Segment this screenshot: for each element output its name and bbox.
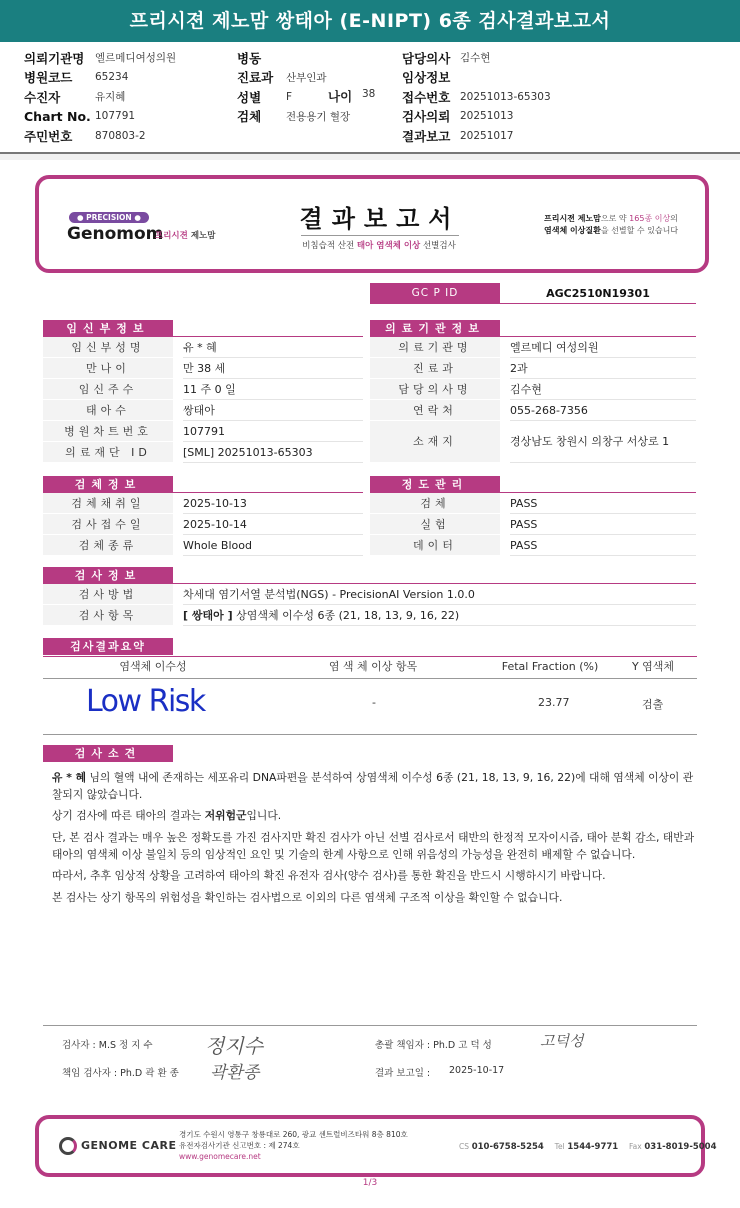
qc-label: 검체 bbox=[370, 493, 500, 514]
header-field-value: 전용용기 혈장 bbox=[286, 110, 351, 123]
qc-label: 데이터 bbox=[370, 535, 500, 556]
institution-value: 경상남도 창원시 의창구 서상로 1 bbox=[510, 421, 696, 463]
qc-value: PASS bbox=[510, 493, 696, 514]
header-field bbox=[237, 48, 350, 68]
responsible-label: 책임 검사자 : Ph.D 곽 환 종 bbox=[62, 1068, 179, 1079]
header-field bbox=[24, 107, 176, 127]
section-qc: 정도관리 bbox=[370, 476, 500, 493]
opinion-p2: 상기 검사에 따른 태아의 결과는 저위험군입니다. bbox=[52, 809, 282, 822]
header-field-label: Chart No. bbox=[24, 108, 91, 124]
header-field bbox=[402, 107, 551, 127]
banner-subtitle: 비침습적 산전 태아 염색체 이상 선별검사 bbox=[302, 241, 456, 251]
pregnant-label: 의료재단 ID bbox=[43, 442, 173, 463]
header-field-label: 성별 bbox=[237, 89, 262, 105]
header-field-label: 담당의사 bbox=[402, 50, 451, 66]
header-field-label: 접수번호 bbox=[402, 89, 451, 105]
header-field-label: 주민번호 bbox=[24, 128, 73, 144]
section-test-info: 검사정보 bbox=[43, 567, 173, 584]
summary-header-abnormal: 염 색 체 이상 항목 bbox=[328, 660, 418, 673]
report-date-label: 결과 보고일 : bbox=[375, 1068, 431, 1079]
header-field bbox=[402, 126, 551, 146]
specimen-label: 검체채취일 bbox=[43, 493, 173, 514]
header-field-label: 임상정보 bbox=[402, 70, 451, 86]
header-field bbox=[24, 48, 176, 68]
specimen-label: 검사접수일 bbox=[43, 514, 173, 535]
header-field bbox=[402, 68, 551, 88]
pregnant-value: 107791 bbox=[183, 421, 363, 442]
header-field-value: 엘르메디여성의원 bbox=[95, 52, 177, 65]
header-field-label: 진료과 bbox=[237, 70, 274, 86]
footer-banner bbox=[35, 1115, 717, 1177]
pregnant-label: 병원차트번호 bbox=[43, 421, 173, 442]
risk-result: Low Risk bbox=[86, 684, 205, 719]
opinion-p1: 유 * 혜 님의 혈액 내에 존재하는 세포유리 DNA파편을 분석하여 상염색체 이수성 6종 (21, 18, 13, 9, 16, 22)에 대해 염색체 이상이 관찰되지 않았습니다. bbox=[52, 771, 694, 801]
specimen-value: Whole Blood bbox=[183, 535, 363, 556]
pregnant-label: 임신주수 bbox=[43, 379, 173, 400]
section-specimen: 검체정보 bbox=[43, 476, 173, 493]
specimen-value: 2025-10-14 bbox=[183, 514, 363, 535]
institution-label: 소재지 bbox=[370, 421, 500, 463]
banner-rule bbox=[301, 235, 459, 236]
specimen-value: 2025-10-13 bbox=[183, 493, 363, 514]
header-field-value: 20251013 bbox=[460, 110, 514, 123]
institution-label: 연락처 bbox=[370, 400, 500, 421]
pregnant-value: 쌍태아 bbox=[183, 400, 363, 421]
institution-label: 진료과 bbox=[370, 358, 500, 379]
header-field-value: 20251017 bbox=[460, 129, 514, 142]
responsible-signature: 곽환종 bbox=[210, 1063, 260, 1083]
report-title: 프리시젼 제노맘 쌍태아 (E-NIPT) 6종 검사결과보고서 bbox=[0, 0, 740, 42]
gc-pid-row bbox=[370, 283, 696, 304]
abnormal-items: - bbox=[372, 696, 376, 709]
header-field-label: 병동 bbox=[237, 50, 262, 66]
tester-signature: 정지수 bbox=[205, 1034, 263, 1058]
pregnant-value: 만 38 세 bbox=[183, 358, 363, 379]
institution-value: 김수현 bbox=[510, 379, 696, 400]
header-field-value: 870803-2 bbox=[95, 129, 146, 142]
section-pregnant: 임신부정보 bbox=[43, 320, 173, 337]
chief-label: 총괄 책임자 : Ph.D 고 덕 성 bbox=[375, 1040, 492, 1051]
summary-rule-mid bbox=[43, 678, 697, 679]
age-label: 나이 bbox=[328, 89, 353, 104]
institution-value: 2과 bbox=[510, 358, 696, 379]
specimen-label: 검체종류 bbox=[43, 535, 173, 556]
footer-address: 경기도 수원시 영통구 창룡대로 260, 광교 센트럴비즈타워 8층 810호 유전자검사기관 신고번호 : 제 274호 www.genomecare.net bbox=[179, 1130, 408, 1161]
qc-value: PASS bbox=[510, 535, 696, 556]
genome-care-icon bbox=[59, 1137, 77, 1155]
pregnant-value: 유 * 혜 bbox=[183, 337, 363, 358]
header-field bbox=[402, 48, 551, 68]
gc-pid-label: GC P ID bbox=[370, 283, 500, 303]
header-field bbox=[24, 68, 176, 88]
fetal-fraction: 23.77 bbox=[538, 696, 570, 709]
header-col-3 bbox=[402, 48, 551, 146]
divider bbox=[0, 154, 740, 160]
summary-header-y: Y 염색체 bbox=[631, 660, 675, 673]
header-field bbox=[237, 107, 350, 127]
header-field-label: 검체 bbox=[237, 109, 262, 125]
age-value: 38 bbox=[362, 88, 376, 100]
header-field-label: 수진자 bbox=[24, 89, 61, 105]
qc-value: PASS bbox=[510, 514, 696, 535]
qc-label: 실험 bbox=[370, 514, 500, 535]
pregnant-label: 태아수 bbox=[43, 400, 173, 421]
patient-header bbox=[0, 42, 740, 154]
header-col-1 bbox=[24, 48, 176, 146]
header-field-value: 65234 bbox=[95, 71, 129, 84]
section-institution: 의료기관정보 bbox=[370, 320, 500, 337]
banner-title: 결과보고서 bbox=[299, 205, 461, 233]
header-field bbox=[24, 87, 176, 107]
header-field-value: 산부인과 bbox=[286, 71, 327, 84]
precision-badge: ● PRECISION ● bbox=[69, 212, 149, 223]
section-opinion: 검사소견 bbox=[43, 745, 173, 762]
test-item-label: 검사항목 bbox=[43, 605, 173, 626]
test-method-value: 차세대 염기서열 분석법(NGS) - PrecisionAI Version 1.0.0 bbox=[183, 584, 696, 605]
opinion-p4: 따라서, 추후 임상적 상황을 고려하여 태아의 확진 유전자 검사(양수 검사)를 통한 확진을 반드시 시행하시기 바랍니다. bbox=[52, 869, 606, 882]
institution-label: 담당의사명 bbox=[370, 379, 500, 400]
opinion-p5: 본 검사는 상기 항목의 위험성을 확인하는 검사법으로 이외의 다른 염색체 구조적 이상을 확인할 수 없습니다. bbox=[52, 891, 563, 904]
institution-label: 의료기관명 bbox=[370, 337, 500, 358]
chief-signature: 고덕성 bbox=[540, 1032, 584, 1050]
header-field-value: 유지혜 bbox=[95, 91, 126, 104]
banner-tagline: 프리시젼 제노맘으로 약 165종 이상의 염색체 이상질환을 선별할 수 있습니다 bbox=[544, 214, 679, 235]
header-field bbox=[24, 126, 176, 146]
summary-header-result: 염색체 이수성 bbox=[119, 660, 187, 673]
summary-rule-bottom bbox=[43, 734, 697, 735]
report-banner bbox=[35, 175, 709, 273]
pregnant-value: 11 주 0 일 bbox=[183, 379, 363, 400]
genome-care-logo: GENOME CARE bbox=[59, 1137, 176, 1155]
gc-pid-value: AGC2510N19301 bbox=[546, 287, 650, 300]
header-field-label: 병원코드 bbox=[24, 70, 73, 86]
institution-value: 055-268-7356 bbox=[510, 400, 696, 421]
y-chromosome: 검출 bbox=[642, 698, 664, 711]
pregnant-label: 임신부성명 bbox=[43, 337, 173, 358]
summary-header-ff: Fetal Fraction (%) bbox=[501, 660, 599, 673]
header-field-label: 의뢰기관명 bbox=[24, 50, 85, 66]
header-field bbox=[237, 68, 350, 88]
header-field-value: F bbox=[286, 90, 293, 103]
header-field-value: 107791 bbox=[95, 110, 136, 123]
report-date-value: 2025-10-17 bbox=[449, 1065, 505, 1076]
header-field-value: 20251013-65303 bbox=[460, 90, 551, 103]
opinion-p3: 단, 본 검사 결과는 매우 높은 정확도를 가진 검사지만 확진 검사가 아닌 선별 검사로서 태반의 한정적 모자이시즘, 태아 분획 감소, 태반과 태아의 염색체 이상 불일치 등의 임상적인 요인 및 기술의 한계 사항으로 인해 위음성의 가능성을 완전히 배제할 수 없습니다. bbox=[52, 831, 695, 861]
footer-contact: CS 010-6758-5254 Tel 1544-9771 Fax 031-8019-5004 bbox=[459, 1142, 717, 1152]
logo-subtitle: 프리시젼 제노맘 bbox=[155, 231, 216, 241]
page-number: 1/3 bbox=[362, 1178, 378, 1188]
tester-label: 검사자 : M.S 정 지 수 bbox=[62, 1040, 153, 1051]
header-field-value: 김수현 bbox=[460, 52, 491, 65]
header-field bbox=[402, 87, 551, 107]
pregnant-label: 만나이 bbox=[43, 358, 173, 379]
genomom-logo: Genomom bbox=[67, 224, 164, 244]
pregnant-value: [SML] 20251013-65303 bbox=[183, 442, 363, 463]
section-summary: 검사결과요약 bbox=[43, 638, 173, 655]
header-field-label: 결과보고 bbox=[402, 128, 451, 144]
header-field-label: 검사의뢰 bbox=[402, 109, 451, 125]
signature-rule bbox=[43, 1025, 697, 1026]
institution-value: 엘르메디 여성의원 bbox=[510, 337, 696, 358]
test-method-label: 검사방법 bbox=[43, 584, 173, 605]
test-item-value: [ 쌍태아 ] 상염색체 이수성 6종 (21, 18, 13, 9, 16, 22) bbox=[183, 605, 696, 626]
